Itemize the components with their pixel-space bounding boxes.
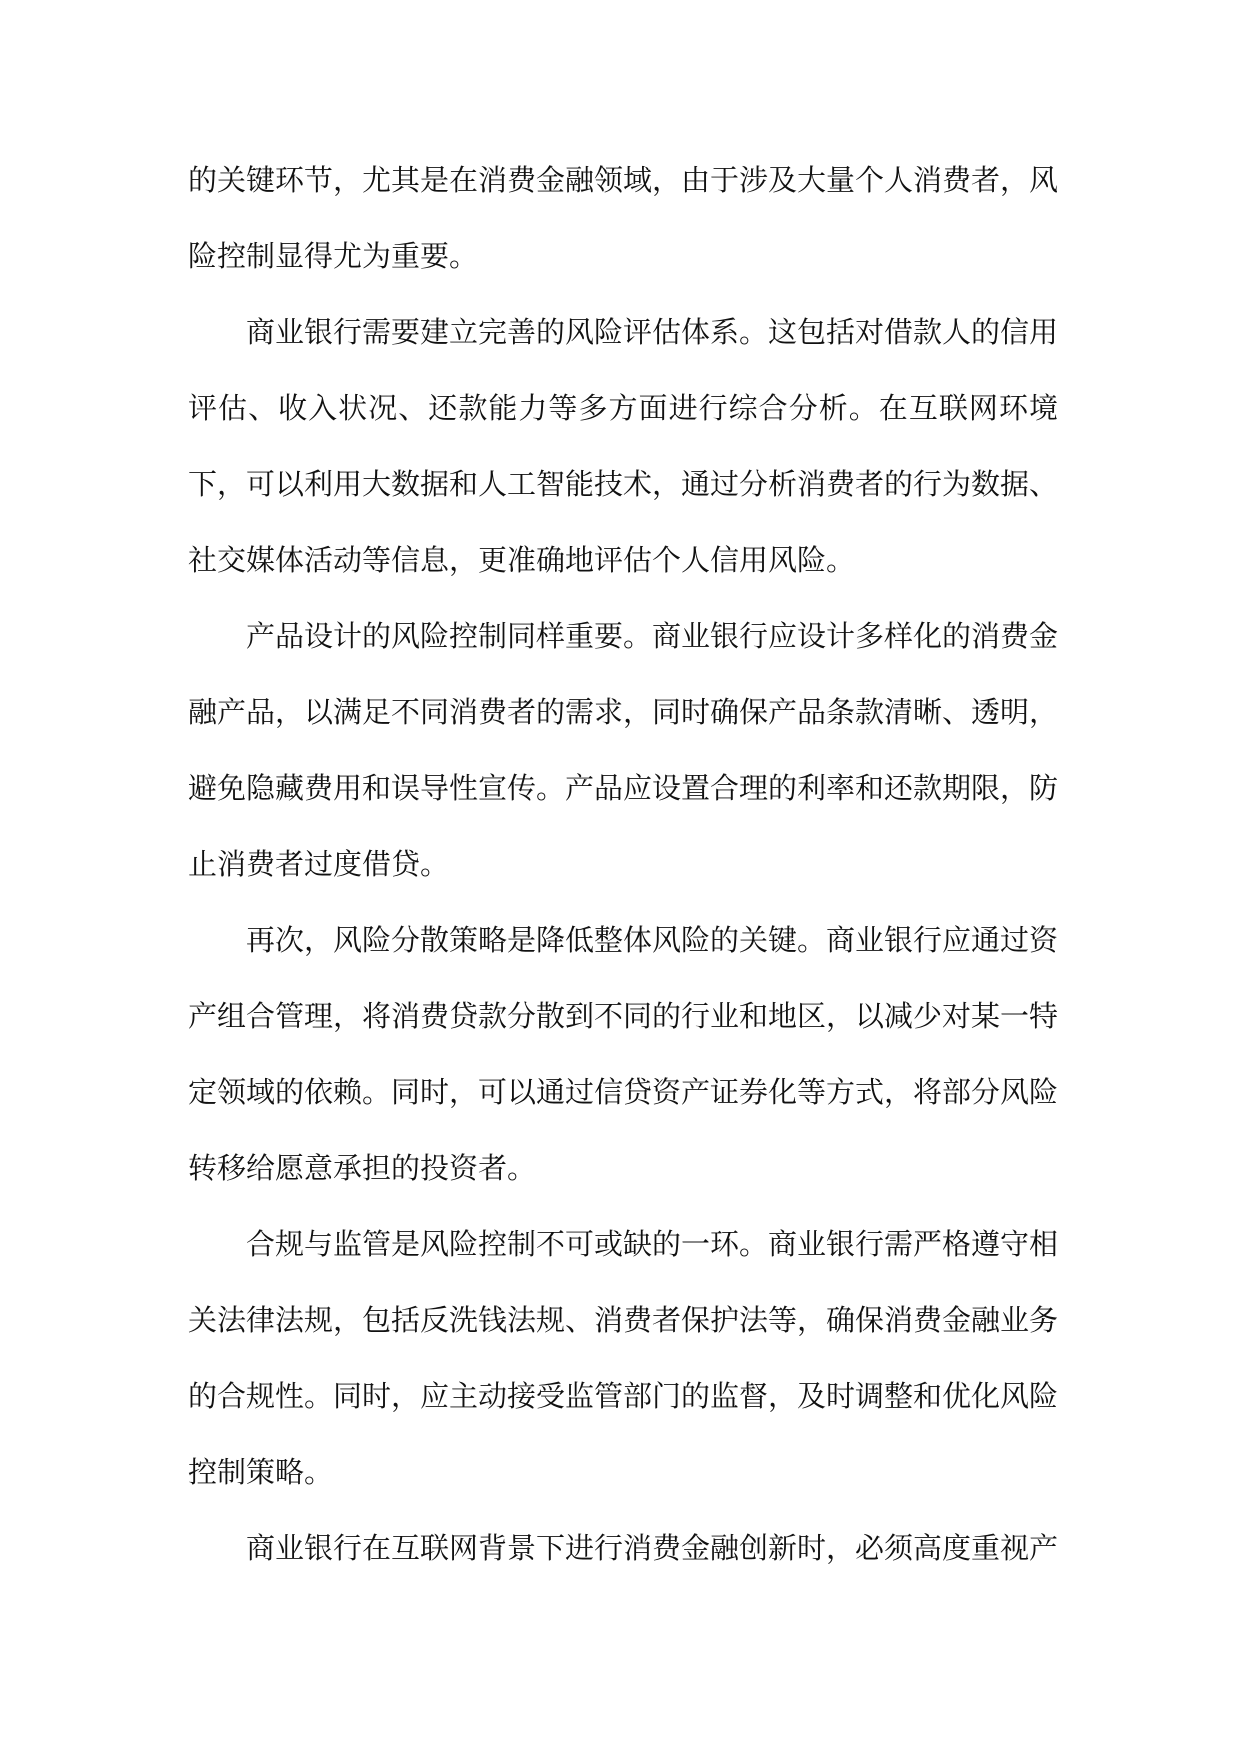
paragraph-risk-assessment: 商业银行需要建立完善的风险评估体系。这包括对借款人的信用评估、收入状况、还款能力等多方面进行综合分析。在互联网环境下，可以利用大数据和人工智能技术，通过分析消费者的行为数据、社交媒体活动等信息，更准确地评估个人信用风险。	[188, 315, 1059, 577]
document-body	[188, 142, 1058, 1586]
paragraph-continuation: 的关键环节，尤其是在消费金融领域，由于涉及大量个人消费者，风险控制显得尤为重要。	[188, 163, 1059, 273]
paragraph-product-design: 产品设计的风险控制同样重要。商业银行应设计多样化的消费金融产品，以满足不同消费者的需求，同时确保产品条款清晰、透明，避免隐藏费用和误导性宣传。产品应设置合理的利率和还款期限，防止消费者过度借贷。	[188, 619, 1059, 881]
paragraph-compliance: 合规与监管是风险控制不可或缺的一环。商业银行需严格遵守相关法律法规，包括反洗钱法规、消费者保护法等，确保消费金融业务的合规性。同时，应主动接受监管部门的监督，及时调整和优化风险控制策略。	[188, 1227, 1059, 1489]
paragraph-conclusion-start: 商业银行在互联网背景下进行消费金融创新时，必须高度重视产	[246, 1531, 1059, 1565]
paragraph-risk-diversification: 再次，风险分散策略是降低整体风险的关键。商业银行应通过资产组合管理，将消费贷款分散到不同的行业和地区，以减少对某一特定领域的依赖。同时，可以通过信贷资产证券化等方式，将部分风险转移给愿意承担的投资者。	[188, 923, 1059, 1185]
